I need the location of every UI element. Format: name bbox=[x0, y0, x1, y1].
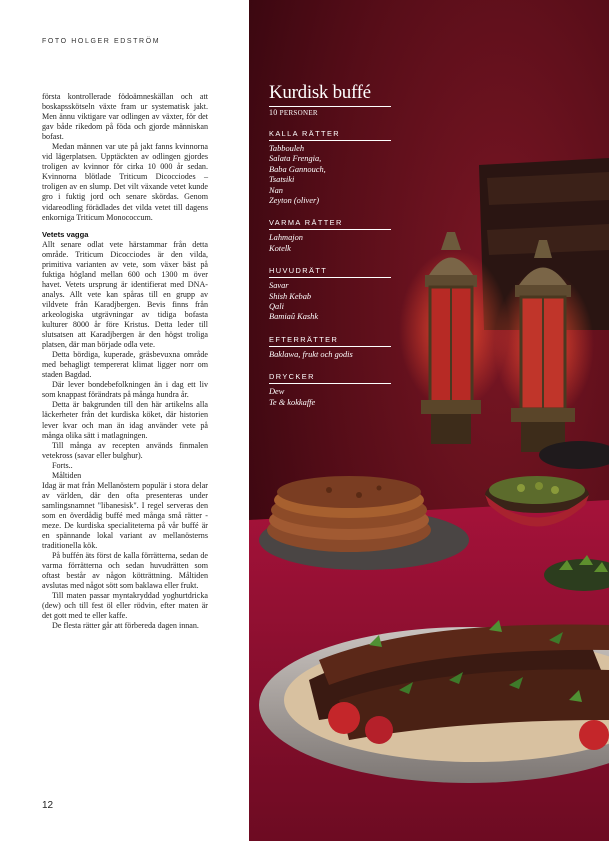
menu-item: Baba Gannouch, bbox=[269, 164, 326, 174]
menu-item: Baklawa, frukt och godis bbox=[269, 349, 353, 359]
menu-item: Tsatsiki bbox=[269, 175, 295, 185]
page-number: 12 bbox=[42, 800, 54, 811]
menu-item: Bamiaû Kashk bbox=[269, 312, 319, 322]
paragraph: Där lever bondebefolkningen än i dag ett liv som knappast förändrats på många hundra år. bbox=[42, 380, 208, 400]
menu-item: Kotelk bbox=[269, 243, 291, 253]
paragraph: Allt senare odlat vete härstammar från detta område. Triticum Dicocciodes är den vilda, primitiva varianten av vete, som växer bäst på fuktiga högland mellan 600 och 1300 m över havet. Vetets ursprung är identifierat med DNA-analys. Allt vete kan spåras till en grupp av vildvete från Karadjbergen. Bevis finns från arkeologiska utgrävningar av tidiga bofasta kulturer 8000 år före Kristus. Detta leder till slutsatsen att Karadjbergen är den högst troliga platsen, där man började odla vete. bbox=[42, 239, 208, 350]
paragraph: Måltiden bbox=[52, 470, 82, 480]
menu-item: Zeyton (oliver) bbox=[269, 196, 320, 206]
menu-section bbox=[269, 266, 391, 323]
menu-title: Kurdisk buffé bbox=[269, 82, 371, 103]
paragraph: Detta bördiga, kuperade, gräsbevuxna område med behagligt tempererat klimat ligger norr om staden Bagdad. bbox=[42, 350, 208, 380]
menu-item: Qali bbox=[269, 302, 284, 312]
paragraph: De flesta rätter går att förbereda dagen innan. bbox=[52, 621, 199, 631]
menu-item: Lahmajon bbox=[269, 233, 303, 243]
photo-credit: FOTO HOLGER EDSTRÖM bbox=[42, 38, 161, 45]
menu-section-heading: KALLA RÄTTER bbox=[269, 129, 341, 138]
article-body bbox=[42, 92, 208, 631]
menu-section-heading: VARMA RÄTTER bbox=[269, 218, 343, 228]
paragraph: Till maten passar myntakryddad yoghurtdricka (dew) och till fest öl eller rödvin, efter maten är det gott med te eller kaffe. bbox=[42, 591, 208, 621]
paragraph: Detta är bakgrunden till den här artikelns alla läckerheter från det kurdiska köket, där historien lever kvar och man än idag använder vete på många olika sätt i matlagningen. bbox=[42, 400, 208, 440]
menu-item: Dew bbox=[269, 387, 285, 397]
menu-item: Shish Kebab bbox=[269, 291, 312, 301]
menu-item: Te & kokkaffe bbox=[269, 397, 316, 407]
menu-section bbox=[269, 129, 391, 206]
servings-number: 10 bbox=[269, 108, 278, 117]
servings-label: PERSONER bbox=[279, 109, 318, 117]
paragraph: Till många av recepten används finmalen vetekross (savar eller bulghur). bbox=[42, 440, 208, 460]
title-rule bbox=[269, 106, 391, 107]
servings bbox=[269, 108, 391, 117]
subheading: Vetets vagga bbox=[42, 229, 89, 239]
menu-item: Tabbouleh bbox=[269, 144, 305, 153]
menu-section-heading: EFTERRÄTTER bbox=[269, 334, 339, 344]
paragraph: Forts.. bbox=[52, 460, 73, 470]
menu-section bbox=[269, 372, 391, 408]
menu-section bbox=[269, 335, 391, 360]
paragraph: På buffén äts först de kalla förrätterna, sedan de varma förrätterna och sedan huvudrätten som oftast består av någon kötträttning. Måltiden avslutas med något sött som baklawa eller frukt. bbox=[42, 551, 208, 591]
menu-box bbox=[269, 82, 391, 408]
menu-item: Nan bbox=[269, 185, 283, 195]
menu-section-heading: DRYCKER bbox=[269, 372, 315, 382]
paragraph: Medan männen var ute på jakt fanns kvinnorna vid lägerplatsen. Upptäckten av odlingen gjordes troligen av kvinnor för cirka 10 000 år sedan. Kvinnorna blötlade Triticum Dicocciodes – troligen av en slump. Det vilt växande vetet kunde gro i fuktig jord och senare skördas. Genom vidareodling förädlades det vilda vetet till dagens enkorniga Triticum Monococcum. bbox=[42, 142, 208, 222]
paragraph: Idag är mat från Mellanöstern populär i stora delar av världen, där den ofta presenteras under samlingsnamnet "libanesisk". I regel serveras den som en överdådig buffé med många små rätter - meze. De kurdiska specialiteterna på vår buffé är en spännande lokal variant av mellanösterns traditionella kök. bbox=[42, 480, 208, 551]
menu-section-heading: HUVUDRÄTT bbox=[269, 266, 328, 276]
menu-item: Salata Frengia, bbox=[269, 154, 322, 164]
menu-section bbox=[269, 218, 391, 254]
menu-item: Savar bbox=[269, 281, 289, 291]
paragraph: första kontrollerade födoämneskällan och att boskapsskötseln växte fram ur systematisk jakt. Men ännu viktigare var odlingen av växter, för det gav både rikedom på föda och gjorde människan bofast. bbox=[42, 92, 208, 142]
